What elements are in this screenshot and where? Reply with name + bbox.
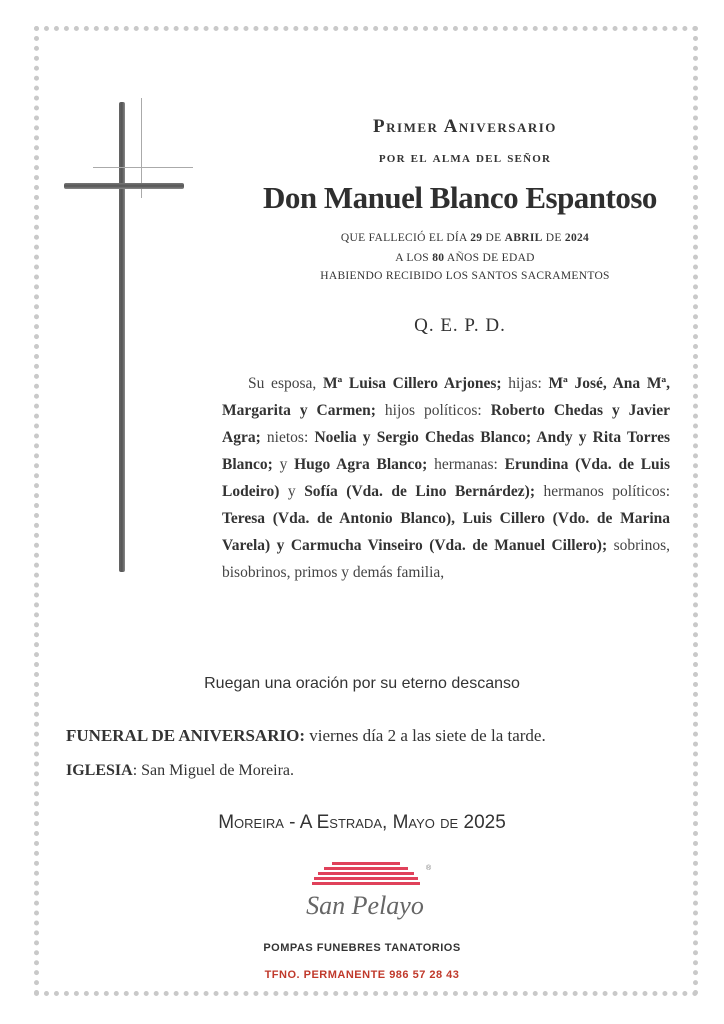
san-pelayo-logo	[290, 858, 440, 928]
deceased-name: Don Manuel Blanco Espantoso	[263, 180, 657, 215]
title-line-1: Primer Aniversario	[373, 116, 557, 137]
age-line: A LOS 80 AÑOS DE EDAD	[395, 252, 535, 264]
funeral-line: FUNERAL DE ANIVERSARIO: viernes día 2 a las siete de la tarde.	[66, 726, 546, 745]
death-date-line: QUE FALLECIÓ EL DÍA 29 DE ABRIL DE 2024	[340, 232, 590, 244]
qepd: Q. E. P. D.	[414, 315, 506, 336]
registered-mark: ®	[426, 865, 432, 872]
services-line: POMPAS FUNEBRES TANATORIOS	[263, 942, 461, 954]
church-line: IGLESIA: San Miguel de Moreira.	[66, 762, 294, 779]
prayer-line: Ruegan una oración por su eterno descanso	[204, 675, 520, 692]
place-date: Moreira - A Estrada, Mayo de 2025	[218, 812, 506, 833]
cross-bar	[64, 183, 184, 189]
cross-icon	[119, 102, 125, 572]
title-line-2: por el alma del señor	[378, 150, 552, 166]
family-paragraph: Su esposa, Mª Luisa Cillero Arjones; hijas: Mª José, Ana Mª, Margarita y Carmen; hijos políticos: Roberto Chedas y Javier Agra; nietos: Noelia y Sergio Chedas Blanco; Andy y Rita Torres Blanco; y Hugo Agra Blanco; hermanas: Erundina (Vda. de Luis Lodeiro) y Sofía (Vda. de Lino Bernárdez); hermanos políticos: Teresa (Vda. de Antonio Blanco), Luis Cillero (Vdo. de Marina Varela) y Carmucha Vinseiro (Vda. de Manuel Cillero); sobrinos, bisobrinos, primos y demás familia,	[222, 375, 671, 581]
logo-stripes	[312, 862, 420, 885]
cross-thin-bar	[93, 167, 193, 168]
phone-line: TFNO. PERMANENTE 986 57 28 43	[264, 969, 460, 981]
logo-text: San Pelayo	[306, 891, 424, 920]
sacraments-line: HABIENDO RECIBIDO LOS SANTOS SACRAMENTOS	[320, 270, 610, 282]
